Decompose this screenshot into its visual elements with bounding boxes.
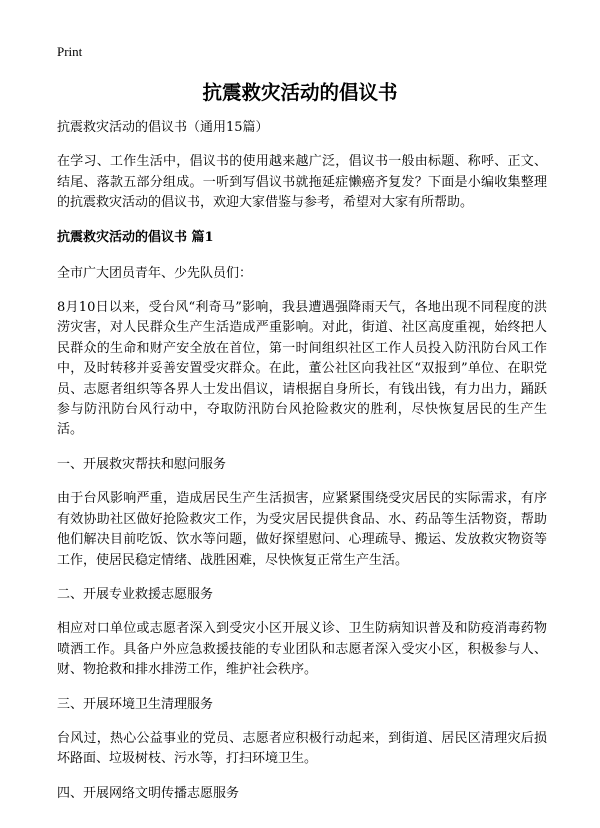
document-body — [57, 118, 547, 818]
salutation: 全市广大团员青年、少先队员们： — [57, 265, 253, 281]
section-heading: 抗震救灾活动的倡议书 篇1 — [57, 229, 214, 245]
intro-paragraph: 在学习、工作生活中，倡议书的使用越来越广泛，倡议书一般由标题、称呼、正文、结尾、落款五部分组成。一听到写倡议书就拖延症懒癌齐复发？下面是小编收集整理的抗震救灾活动的倡议书，欢迎大家借鉴与参考，希望对大家有所帮助。 — [57, 154, 547, 211]
opening-paragraph: 8月10日以来，受台风“利奇马”影响，我县遭遇强降雨天气，各地出现不同程度的洪涝灾害，对人民群众生产生活造成严重影响。对此，街道、社区高度重视，始终把人民群众的生命和财产安全放在首位，第一时间组织社区工作人员投入防汛防台风工作中，及时转移并妥善安置受灾群众。在此，董公社区向我社区“双报到”单位、在职党员、志愿者组织等各界人士发出倡议，请根据自身所长，有钱出钱，有力出力，踊跃参与防汛防台风行动中，夺取防汛防台风抢险救灾的胜利，尽快恢复居民的生产生活。 — [57, 300, 547, 438]
document-title: 抗震救灾活动的倡议书 — [202, 81, 398, 104]
print-link[interactable]: Print — [57, 44, 83, 59]
item-heading-1: 一、开展救灾帮扶和慰问服务 — [57, 456, 227, 472]
item-heading-3: 三、开展环境卫生清理服务 — [57, 696, 214, 712]
item-text-3: 台风过，热心公益事业的党员、志愿者应积极行动起来，到街道、居民区清理灾后损坏路面、垃圾树枝、污水等，打扫环境卫生。 — [57, 730, 547, 767]
item-text-2: 相应对口单位或志愿者深入到受灾小区开展义诊、卫生防病知识普及和防疫消毒药物喷洒工作。具备户外应急救援技能的专业团队和志愿者深入受灾小区，积极参与人、财、物抢救和排水排涝工作，维护社会秩序。 — [57, 621, 547, 678]
item-text-1: 由于台风影响严重，造成居民生产生活损害，应紧紧围绕受灾居民的实际需求，有序有效协助社区做好抢险救灾工作，为受灾居民提供食品、水、药品等生活物资，帮助他们解决目前吃饭、饮水等问题，做好探望慰问、心理疏导、搬运、发放救灾物资等工作，使居民稳定情绪、战胜困难，尽快恢复正常生产生活。 — [57, 491, 547, 568]
document-subtitle: 抗震救灾活动的倡议书（通用15篇） — [57, 120, 269, 135]
item-heading-4: 四、开展网络文明传播志愿服务 — [57, 785, 240, 801]
item-heading-2: 二、开展专业救援志愿服务 — [57, 586, 214, 602]
